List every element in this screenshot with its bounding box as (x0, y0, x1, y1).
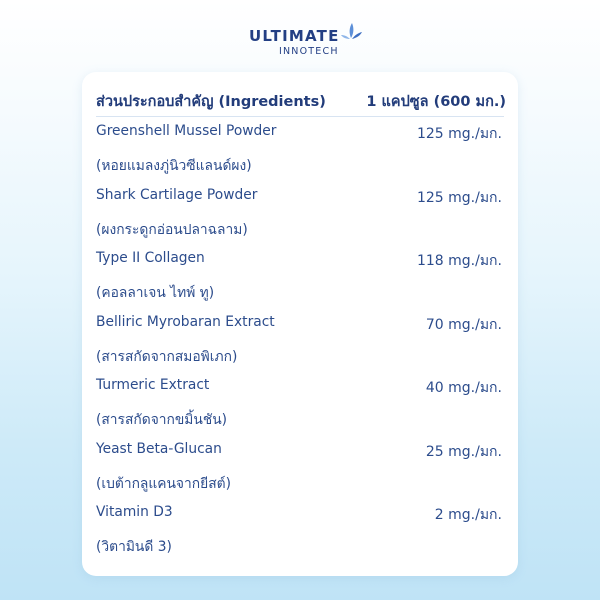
ingredient-row (96, 501, 502, 565)
brand-name-ultimate: ULTIMATE (249, 27, 340, 45)
ingredient-row (96, 311, 502, 375)
ingredient-amount: 118 mg./มก. (416, 253, 502, 269)
ingredient-name: Type II Collagen (96, 250, 205, 266)
ingredient-amount: 40 mg./มก. (425, 380, 502, 396)
ingredient-row (96, 374, 502, 438)
ingredient-thai-name: (สารสกัดจากสมอพิเภก) (96, 348, 238, 365)
ingredients-card (82, 72, 518, 576)
ingredient-thai-name: (คอลลาเจน ไทพ์ ทู) (96, 285, 215, 301)
ingredient-thai-name: (สารสกัดจากขมิ้นชัน) (96, 412, 228, 428)
ingredient-thai-name: (วิตามินดี 3) (96, 539, 172, 555)
ingredient-name: Yeast Beta-Glucan (96, 440, 222, 457)
brand-logo (245, 20, 355, 62)
ingredient-row (96, 120, 502, 184)
header-divider (96, 116, 504, 117)
ingredient-row (96, 438, 502, 502)
ingredient-name: Vitamin D3 (96, 504, 173, 520)
ingredient-amount: 2 mg./มก. (434, 507, 502, 523)
ingredient-name: Belliric Myrobaran Extract (96, 313, 275, 330)
leaf-sparkle-icon (341, 20, 363, 42)
header-ingredients-label: ส่วนประกอบสำคัญ (Ingredients) (96, 93, 326, 110)
ingredient-amount: 125 mg./มก. (416, 126, 502, 142)
ingredients-list (96, 120, 502, 565)
ingredient-name: Turmeric Extract (96, 377, 210, 393)
ingredient-row (96, 247, 502, 311)
ingredient-amount: 125 mg./มก. (416, 189, 502, 206)
ingredient-row (96, 184, 502, 248)
ingredient-name: Greenshell Mussel Powder (96, 123, 277, 139)
header-serving-label: 1 แคปซูล (600 มก.) (366, 93, 506, 110)
brand-name-innotech: INNOTECH (279, 46, 339, 57)
ingredient-name: Shark Cartilage Powder (96, 186, 258, 203)
ingredient-amount: 25 mg./มก. (425, 443, 502, 460)
brand-header (0, 20, 600, 62)
ingredient-thai-name: (ผงกระดูกอ่อนปลาฉลาม) (96, 221, 248, 238)
ingredient-thai-name: (เบต้ากลูแคนจากยีสต์) (96, 475, 231, 492)
ingredient-amount: 70 mg./มก. (425, 316, 502, 333)
ingredient-thai-name: (หอยแมลงภู่นิวซีแลนด์ผง) (96, 158, 252, 174)
ingredients-table-header (96, 90, 506, 112)
